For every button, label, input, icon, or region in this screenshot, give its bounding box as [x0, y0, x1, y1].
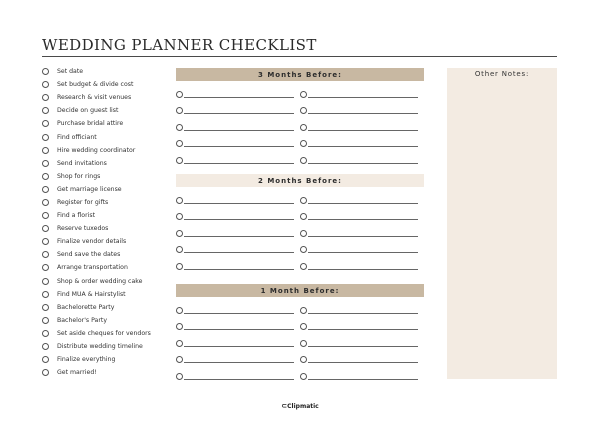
blank-entry[interactable] [300, 211, 424, 220]
checkbox-circle-icon[interactable] [42, 356, 49, 363]
blank-entry[interactable] [300, 338, 424, 347]
write-line[interactable] [184, 248, 294, 253]
task-item[interactable] [42, 209, 172, 222]
write-line[interactable] [184, 342, 294, 347]
blank-entry[interactable] [300, 105, 424, 114]
title-divider [42, 56, 557, 57]
blank-entry[interactable] [176, 122, 300, 131]
checkbox-circle-icon[interactable] [300, 373, 307, 380]
task-label: Set aside cheques for vendors [57, 329, 151, 337]
checkbox-circle-icon[interactable] [300, 230, 307, 237]
page-title: WEDDING PLANNER CHECKLIST [42, 36, 317, 54]
task-item[interactable] [42, 235, 172, 248]
task-item[interactable] [42, 248, 172, 261]
task-label: Shop & order wedding cake [57, 277, 143, 285]
checkbox-circle-icon[interactable] [176, 307, 183, 314]
checkbox-circle-icon[interactable] [42, 107, 49, 114]
blank-entry[interactable] [300, 89, 424, 98]
checkbox-circle-icon[interactable] [42, 278, 49, 285]
write-line[interactable] [308, 126, 418, 131]
task-item[interactable] [42, 144, 172, 157]
blank-row [176, 351, 424, 368]
task-label: Send save the dates [57, 251, 121, 259]
task-label: Finalize everything [57, 356, 116, 364]
write-line[interactable] [184, 93, 294, 98]
task-label: Decide on guest list [57, 107, 119, 115]
section-one-month [176, 284, 424, 384]
write-line[interactable] [308, 309, 418, 314]
task-label: Set date [57, 68, 84, 76]
write-line[interactable] [184, 109, 294, 114]
task-item[interactable] [42, 275, 172, 288]
checkbox-circle-icon[interactable] [42, 212, 49, 219]
blank-entry[interactable] [300, 155, 424, 164]
blank-entry[interactable] [176, 89, 300, 98]
blank-row [176, 318, 424, 335]
checkbox-circle-icon[interactable] [176, 91, 183, 98]
section-header: 2 Months Before: [176, 174, 424, 187]
blank-row [176, 301, 424, 318]
task-label: Research & visit venues [57, 94, 132, 102]
checkbox-circle-icon[interactable] [176, 323, 183, 330]
checkbox-circle-icon[interactable] [300, 157, 307, 164]
checkbox-circle-icon[interactable] [176, 124, 183, 131]
task-label: Shop for rings [57, 172, 101, 180]
checkbox-circle-icon[interactable] [42, 343, 49, 350]
write-line[interactable] [308, 142, 418, 147]
clip-logo-icon: ⊂ [281, 402, 288, 410]
write-line[interactable] [184, 142, 294, 147]
task-item[interactable] [42, 91, 172, 104]
task-label: Purchase bridal attire [57, 120, 124, 128]
checkbox-circle-icon[interactable] [300, 323, 307, 330]
blank-entry[interactable] [176, 155, 300, 164]
checkbox-circle-icon[interactable] [300, 246, 307, 253]
checkbox-circle-icon[interactable] [42, 147, 49, 154]
write-line[interactable] [308, 248, 418, 253]
blank-entry[interactable] [300, 244, 424, 253]
checkbox-circle-icon[interactable] [42, 291, 49, 298]
checkbox-circle-icon[interactable] [176, 246, 183, 253]
task-item[interactable] [42, 117, 172, 130]
blank-row [176, 102, 424, 119]
write-line[interactable] [308, 109, 418, 114]
checkbox-circle-icon[interactable] [42, 81, 49, 88]
blank-entry[interactable] [176, 321, 300, 330]
blank-row [176, 191, 424, 208]
task-label: Find officiant [57, 133, 97, 141]
write-line[interactable] [308, 215, 418, 220]
blank-row [176, 241, 424, 258]
checkbox-circle-icon[interactable] [42, 186, 49, 193]
checkbox-circle-icon[interactable] [42, 68, 49, 75]
write-line[interactable] [184, 375, 294, 380]
blank-entry[interactable] [300, 305, 424, 314]
blank-row [176, 135, 424, 152]
blank-row [176, 118, 424, 135]
task-label: Hire wedding coordinator [57, 146, 136, 154]
task-checklist [42, 65, 172, 379]
task-label: Find a florist [57, 212, 95, 220]
task-item[interactable] [42, 314, 172, 327]
blank-entry[interactable] [300, 122, 424, 131]
task-item[interactable] [42, 78, 172, 91]
checkbox-circle-icon[interactable] [42, 120, 49, 127]
task-item[interactable] [42, 65, 172, 78]
write-line[interactable] [308, 93, 418, 98]
checkbox-circle-icon[interactable] [42, 238, 49, 245]
write-line[interactable] [184, 126, 294, 131]
task-item[interactable] [42, 366, 172, 379]
task-label: Finalize vendor details [57, 238, 127, 246]
checkbox-circle-icon[interactable] [176, 140, 183, 147]
write-line[interactable] [184, 358, 294, 363]
task-item[interactable] [42, 353, 172, 366]
task-label: Get married! [57, 369, 97, 377]
write-line[interactable] [308, 325, 418, 330]
task-label: Bachelor's Party [57, 316, 107, 324]
checkbox-circle-icon[interactable] [42, 199, 49, 206]
task-label: Send invitations [57, 159, 107, 167]
checkbox-circle-icon[interactable] [176, 213, 183, 220]
checkbox-circle-icon[interactable] [42, 160, 49, 167]
task-item[interactable] [42, 301, 172, 314]
checkbox-circle-icon[interactable] [176, 157, 183, 164]
write-line[interactable] [308, 358, 418, 363]
blank-entry[interactable] [300, 354, 424, 363]
checkbox-circle-icon[interactable] [300, 140, 307, 147]
write-line[interactable] [184, 199, 294, 204]
task-item[interactable] [42, 222, 172, 235]
write-line[interactable] [308, 342, 418, 347]
task-label: Set budget & divide cost [57, 81, 134, 89]
task-item[interactable] [42, 327, 172, 340]
write-line[interactable] [184, 265, 294, 270]
checkbox-circle-icon[interactable] [42, 330, 49, 337]
checkbox-circle-icon[interactable] [42, 225, 49, 232]
blank-row [176, 224, 424, 241]
write-line[interactable] [308, 375, 418, 380]
task-item[interactable] [42, 261, 172, 274]
task-label: Distribute wedding timeline [57, 343, 143, 351]
section-header: 3 Months Before: [176, 68, 424, 81]
brand-logo [0, 402, 600, 410]
blank-entry[interactable] [176, 354, 300, 363]
checkbox-circle-icon[interactable] [300, 356, 307, 363]
checkbox-circle-icon[interactable] [300, 124, 307, 131]
task-label: Bachelorette Party [57, 303, 115, 311]
write-line[interactable] [184, 309, 294, 314]
task-item[interactable] [42, 104, 172, 117]
blank-entry[interactable] [176, 261, 300, 270]
task-label: Get marriage license [57, 185, 122, 193]
blank-entry[interactable] [300, 261, 424, 270]
checkbox-circle-icon[interactable] [176, 197, 183, 204]
blank-entry[interactable] [176, 228, 300, 237]
checkbox-circle-icon[interactable] [42, 251, 49, 258]
write-line[interactable] [308, 159, 418, 164]
task-item[interactable] [42, 170, 172, 183]
blank-entry[interactable] [176, 211, 300, 220]
blank-row [176, 85, 424, 102]
checkbox-circle-icon[interactable] [300, 307, 307, 314]
write-line[interactable] [308, 265, 418, 270]
blank-entry[interactable] [300, 321, 424, 330]
checkbox-circle-icon[interactable] [300, 197, 307, 204]
checkbox-circle-icon[interactable] [42, 94, 49, 101]
checkbox-circle-icon[interactable] [300, 340, 307, 347]
task-label: Find MUA & Hairstylist [57, 290, 126, 298]
blank-entry[interactable] [300, 228, 424, 237]
blank-entry[interactable] [176, 195, 300, 204]
checkbox-circle-icon[interactable] [300, 107, 307, 114]
checkbox-circle-icon[interactable] [176, 356, 183, 363]
checkbox-circle-icon[interactable] [42, 317, 49, 324]
blank-row [176, 208, 424, 225]
section-three-months [176, 68, 424, 168]
write-line[interactable] [184, 232, 294, 237]
task-item[interactable] [42, 183, 172, 196]
checkbox-circle-icon[interactable] [176, 263, 183, 270]
task-label: Arrange transportation [57, 264, 128, 272]
checkbox-circle-icon[interactable] [42, 134, 49, 141]
blank-entry[interactable] [176, 138, 300, 147]
other-notes-label: Other Notes: [474, 70, 530, 78]
checkbox-circle-icon[interactable] [42, 369, 49, 376]
blank-entry[interactable] [176, 338, 300, 347]
blank-entry[interactable] [176, 371, 300, 380]
task-item[interactable] [42, 288, 172, 301]
other-notes-panel[interactable] [447, 68, 557, 379]
checkbox-circle-icon[interactable] [176, 107, 183, 114]
checkbox-circle-icon[interactable] [300, 213, 307, 220]
blank-entry[interactable] [176, 305, 300, 314]
checkbox-circle-icon[interactable] [42, 264, 49, 271]
checkbox-circle-icon[interactable] [176, 340, 183, 347]
write-line[interactable] [184, 215, 294, 220]
blank-entry[interactable] [300, 195, 424, 204]
checkbox-circle-icon[interactable] [42, 173, 49, 180]
checkbox-circle-icon[interactable] [300, 91, 307, 98]
checkbox-circle-icon[interactable] [42, 304, 49, 311]
write-line[interactable] [184, 325, 294, 330]
section-header: 1 Month Before: [176, 284, 424, 297]
checkbox-circle-icon[interactable] [300, 263, 307, 270]
blank-entry[interactable] [300, 138, 424, 147]
blank-row [176, 334, 424, 351]
write-line[interactable] [308, 232, 418, 237]
blank-row [176, 367, 424, 384]
checkbox-circle-icon[interactable] [176, 373, 183, 380]
task-item[interactable] [42, 130, 172, 143]
task-label: Reserve tuxedos [57, 225, 109, 233]
section-two-months [176, 174, 424, 274]
write-line[interactable] [308, 199, 418, 204]
checkbox-circle-icon[interactable] [176, 230, 183, 237]
brand-name: Clipmatic [287, 403, 319, 410]
blank-entry[interactable] [176, 244, 300, 253]
task-item[interactable] [42, 157, 172, 170]
write-line[interactable] [184, 159, 294, 164]
blank-entry[interactable] [300, 371, 424, 380]
task-item[interactable] [42, 196, 172, 209]
blank-entry[interactable] [176, 105, 300, 114]
task-item[interactable] [42, 340, 172, 353]
blank-row [176, 151, 424, 168]
blank-row [176, 257, 424, 274]
task-label: Register for gifts [57, 198, 109, 206]
